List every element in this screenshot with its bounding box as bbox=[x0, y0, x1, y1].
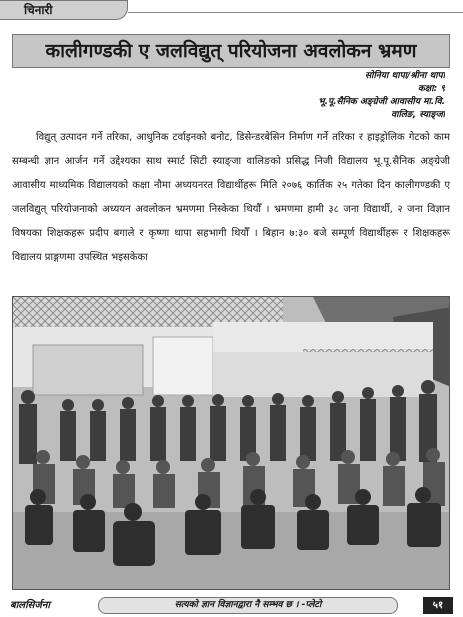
author-location: वालिङ, स्याङ्जा bbox=[391, 110, 445, 120]
article-body bbox=[12, 126, 450, 284]
magazine-name: बालसिर्जना bbox=[10, 600, 50, 611]
footer-quote: सत्यको ज्ञान विज्ञानद्वारा नै सम्भव छ । -प्लेटो bbox=[98, 597, 398, 614]
article-title: कालीगण्डकी ए जलविद्युत् परियोजना अवलोकन भ्रमण bbox=[45, 40, 417, 62]
author-school: भू.पू.सैनिक अङ्ग्रेजी आवासीय मा.वि. bbox=[318, 97, 445, 107]
author-names: सोनिया थापा/श्रीना थापा bbox=[365, 71, 445, 81]
section-label: चिनारी bbox=[24, 3, 53, 17]
article-title-box bbox=[12, 34, 450, 68]
section-tab bbox=[0, 0, 128, 20]
body-paragraph: विद्युत् उत्पादन गर्ने तरिका, आधुनिक टर्वाइनको बनोट, डिसेन्डरबेसिन निर्माण गर्ने तरिका र हाइड्रोलिक गेटको काम सम्बन्धी ज्ञान आर्जन गर्ने उद्देश्यका साथ स्मार्ट सिटी स्याङ्जा वालिङको प्रसिद्ध निजी विद्यालय भू.पू.सैनिक अङ्ग्रेजी आवासीय माध्यमिक विद्यालयको कक्षा नौमा अध्ययनरत विद्यार्थीहरू मिति २०७६ कार्तिक २५ गतेका दिन कालीगण्डकी ए जलविद्युत् परियोजनाको अध्ययन अवलोकन भ्रमणमा निस्केका थियौँ । भ्रमणमा हामी ३८ जना विद्यार्थी, २ जना विज्ञान विषयका शिक्षकहरू प्रदीप बगाले र कृष्णा थापा सहभागी थियौँ । बिहान ७:३० बजे सम्पूर्ण विद्यार्थीहरू र शिक्षकहरू विद्यालय प्राङ्गणमा उपस्थित भइसकेका bbox=[12, 132, 450, 263]
group-photo-image bbox=[13, 297, 450, 590]
author-class: कक्षा: ९ bbox=[417, 84, 445, 94]
group-photo bbox=[12, 296, 450, 590]
page-number: ५१ bbox=[423, 597, 453, 614]
page-footer bbox=[0, 596, 463, 617]
header-rule bbox=[128, 12, 463, 13]
byline bbox=[145, 70, 445, 122]
